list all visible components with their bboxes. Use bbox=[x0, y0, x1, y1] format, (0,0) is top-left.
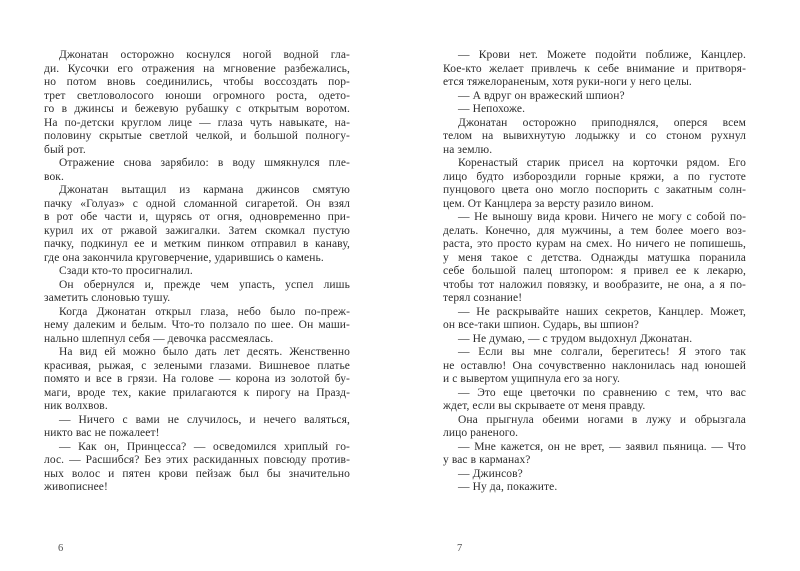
text-line: где она закончила круговерчение, ударившись о камень. bbox=[44, 251, 324, 264]
text-line: делать. Конечно, для мужчины, а тем более моего воз- bbox=[443, 224, 746, 237]
text-line: — Не думаю, — с трудом выдохнул Джонатан. bbox=[458, 332, 693, 345]
text-line: го в джинсы и бежевую рубашку с открытым воротом. bbox=[44, 103, 350, 115]
text-line: курил их от ржавой зажигалки. Затем скомкал пустую bbox=[44, 224, 350, 237]
text-line: но потом вновь соединились, чтобы воссоздать пор- bbox=[44, 76, 350, 88]
text-line: Коренастый старик присел на корточки рядом. Его bbox=[458, 157, 746, 169]
text-line: цем. От Канцлера за версту разило вином. bbox=[443, 197, 654, 210]
text-line: телом на вывихнутую лодыжку и со стоном рухнул bbox=[443, 130, 746, 142]
text-line: Когда Джонатан открыл глаза, небо было по-преж- bbox=[59, 305, 350, 318]
text-line: себе большой палец штопором: я привел ее к лекарю, bbox=[443, 265, 746, 277]
text-line: — Не выношу вида крови. Ничего не могу с собой по- bbox=[458, 211, 746, 223]
text-line: Джонатан осторожно коснулся ногой водной гла- bbox=[59, 49, 350, 61]
text-line: половину скрытые светлой челкой, и большой полногу- bbox=[44, 130, 350, 142]
text-line: красивая, рыжая, с зелеными глазами. Вишневое платье bbox=[44, 359, 350, 372]
page-number-left: 6 bbox=[58, 543, 64, 554]
text-line: он все-таки шпион. Сударь, вы шпион? bbox=[443, 319, 639, 331]
text-line: Сзади кто-то просигналил. bbox=[59, 265, 193, 277]
text-line: бый рот. bbox=[44, 143, 86, 156]
text-line: не оставлю! Она сочувственно наклонилась над юношей bbox=[443, 359, 746, 372]
text-line: у вас в карманах? bbox=[443, 454, 531, 466]
text-line: маги, вроде тех, какие прилагаются к пирогу на Празд- bbox=[44, 386, 350, 399]
text-line: лос. — Расшибся? Без этих раскиданных повсюду против- bbox=[44, 454, 350, 466]
text-line: Отражение снова зарябило: в воду шмякнулся пле- bbox=[59, 157, 350, 169]
text-line: ди. Кусочки его отражения на мгновение разбежались, bbox=[44, 62, 350, 75]
text-line: никто вас не пожалеет! bbox=[44, 427, 160, 439]
text-line: На вид ей можно было дать лет десять. Женственно bbox=[59, 346, 350, 358]
text-line: — Джинсов? bbox=[458, 467, 523, 480]
text-line: — Как он, Принцесса? — осведомился хриплый го- bbox=[59, 440, 350, 453]
text-line: заметить слоновью тушу. bbox=[44, 292, 171, 304]
text-line: и с вывертом ущипнула его за ногу. bbox=[443, 373, 620, 385]
text-line: — Непохоже. bbox=[458, 103, 526, 115]
text-line: пунцового цвета оно могло поспорить с закатным солн- bbox=[443, 184, 746, 196]
page-left-text bbox=[44, 49, 350, 495]
text-line: пачку «Голуаз» с одной сломанной сигаретой. Он взял bbox=[44, 197, 350, 210]
text-line: живописнее! bbox=[44, 481, 108, 493]
text-line: — Ничего с вами не случилось, и нечего валяться, bbox=[59, 413, 350, 426]
text-line: на землю. bbox=[443, 143, 493, 156]
text-line: Он обернулся и, прежде чем упасть, успел лишь bbox=[59, 278, 350, 291]
text-line: нему далеким и белым. Что-то ползало по шее. Он маши- bbox=[44, 319, 350, 331]
text-line: — Крови нет. Можете подойти поближе, Канцлер. bbox=[458, 49, 746, 61]
text-line: ждет, если вы скрываете от меня правду. bbox=[443, 400, 646, 412]
text-line: ник волхвов. bbox=[44, 400, 108, 412]
text-line: — Ну да, покажите. bbox=[458, 481, 558, 493]
text-line: — А вдруг он вражеский шпион? bbox=[458, 89, 625, 102]
text-line: вок. bbox=[44, 170, 64, 183]
text-line: ных волос и пятен крови пейзаж был бы значительно bbox=[44, 467, 350, 480]
text-line: лицо будто избороздили горные кряжи, а по густоте bbox=[443, 170, 746, 183]
text-line: пачку, подкинул ее и метким пинком отправил в канаву, bbox=[44, 238, 350, 250]
text-line: Джонатан осторожно приподнялся, оперся всем bbox=[458, 116, 746, 129]
page-right bbox=[443, 49, 746, 554]
page-right-text bbox=[443, 49, 746, 495]
text-line: ется тяжелораненым, хотя руки-ноги у него целы. bbox=[443, 76, 692, 88]
text-line: Она прыгнула обеими ногами в лужу и обрызгала bbox=[458, 413, 746, 426]
text-line: лицо раненого. bbox=[443, 427, 519, 439]
text-line: нально шлепнул себя — девочка рассмеялась. bbox=[44, 332, 274, 345]
text-line: — Это еще цветочки по сравнению с тем, что вас bbox=[458, 386, 746, 399]
page-left bbox=[44, 49, 350, 554]
text-line: чтобы тот наложил повязку, и вообразите, не она, а я по- bbox=[443, 278, 746, 291]
text-line: На по-детски круглом лице — глаза чуть навыкате, на- bbox=[44, 116, 350, 129]
text-line: — Не раскрывайте наших секретов, Канцлер. Может, bbox=[458, 305, 746, 318]
text-line: — Мне кажется, он не врет, — заявил пьяница. — Что bbox=[458, 440, 746, 453]
text-line: помято и все в грязи. На голове — корона из золотой бу- bbox=[44, 373, 350, 385]
text-line: раста, это просто курам на смех. Но ничего не попишешь, bbox=[443, 238, 746, 250]
page-number-right: 7 bbox=[457, 543, 463, 554]
text-line: трет светловолосого юноши огромного роста, одето- bbox=[44, 89, 350, 102]
text-line: — Если вы мне солгали, берегитесь! Я этого так bbox=[458, 346, 746, 358]
text-line: терял сознание! bbox=[443, 292, 523, 304]
text-line: Джонатан вытащил из кармана джинсов смятую bbox=[59, 184, 350, 196]
text-line: в рот обе части и, щурясь от огня, одновременно при- bbox=[44, 211, 350, 223]
text-line: Кое-кто желает привлечь к себе внимание и притворя- bbox=[443, 62, 746, 75]
text-line: у меня такое с детства. Однажды матушка поранила bbox=[443, 251, 746, 264]
